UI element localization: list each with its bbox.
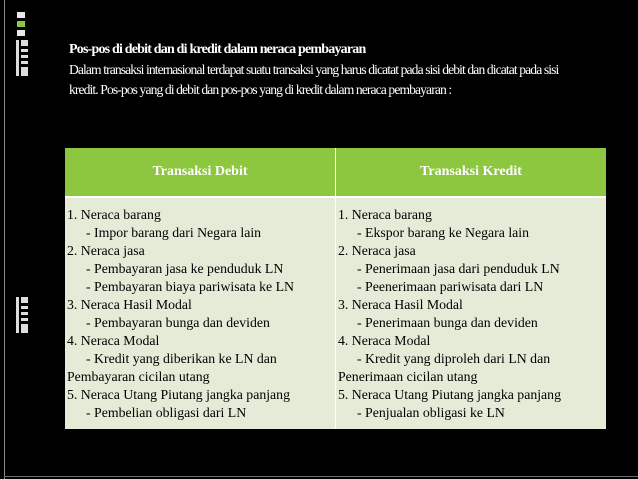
header-debit: Transaksi Debit (65, 148, 336, 197)
slide-title: Pos-pos di debit dan di kredit dalam neraca pembayaran (69, 42, 366, 57)
header-kredit: Transaksi Kredit (336, 148, 607, 197)
debit-line: Pembayaran cicilan utang (67, 369, 210, 384)
debit-line: - Impor barang dari Negara lain (86, 225, 262, 240)
kredit-line: Penerimaan cicilan utang (338, 369, 478, 384)
decorative-pattern-bottom (16, 297, 28, 333)
debit-line: 1. Neraca barang (67, 207, 161, 222)
debit-line: - Pembelian obligasi dari LN (86, 405, 247, 420)
debit-line: - Pembayaran jasa ke penduduk LN (86, 261, 284, 276)
kredit-line: - Penerimaan jasa dari penduduk LN (357, 261, 560, 276)
debit-cell (65, 197, 336, 429)
left-border-line (4, 0, 5, 479)
debit-line: - Pembayaran biaya pariwisata ke LN (86, 279, 295, 294)
ornament-square (17, 30, 25, 36)
kredit-line: - Penjualan obligasi ke LN (357, 405, 505, 420)
transaction-table (65, 148, 606, 429)
debit-line: 3. Neraca Hasil Modal (67, 297, 192, 312)
debit-line: 5. Neraca Utang Piutang jangka panjang (67, 387, 290, 402)
bottom-border-line (4, 476, 638, 477)
kredit-line: 2. Neraca jasa (338, 243, 416, 258)
ornament-square (17, 12, 25, 18)
kredit-line: 4. Neraca Modal (338, 333, 431, 348)
debit-line: - Pembayaran bunga dan deviden (86, 315, 270, 330)
debit-line: 4. Neraca Modal (67, 333, 160, 348)
kredit-line: 5. Neraca Utang Piutang jangka panjang (338, 387, 561, 402)
ornament-square (17, 21, 25, 27)
kredit-line: - Ekspor barang ke Negara lain (357, 225, 530, 240)
debit-line: 2. Neraca jasa (67, 243, 145, 258)
kredit-cell (336, 197, 607, 429)
kredit-line: 1. Neraca barang (338, 207, 432, 222)
kredit-line: - Peenerimaan pariwisata dari LN (357, 279, 544, 294)
debit-line: - Kredit yang diberikan ke LN dan (86, 351, 277, 366)
kredit-line: 3. Neraca Hasil Modal (338, 297, 463, 312)
kredit-line: - Kredit yang diproleh dari LN dan (357, 351, 551, 366)
intro-paragraph: Dalam transaksi internasional terdapat suatu transaksi yang harus dicatat pada sisi debit dan dicatat pada sisi kredit. Pos-pos yang di debit dan pos-pos yang di kredit dalam neraca pembayaran : (69, 62, 559, 97)
decorative-pattern-top (16, 40, 28, 76)
kredit-line: - Penerimaan bunga dan deviden (357, 315, 538, 330)
